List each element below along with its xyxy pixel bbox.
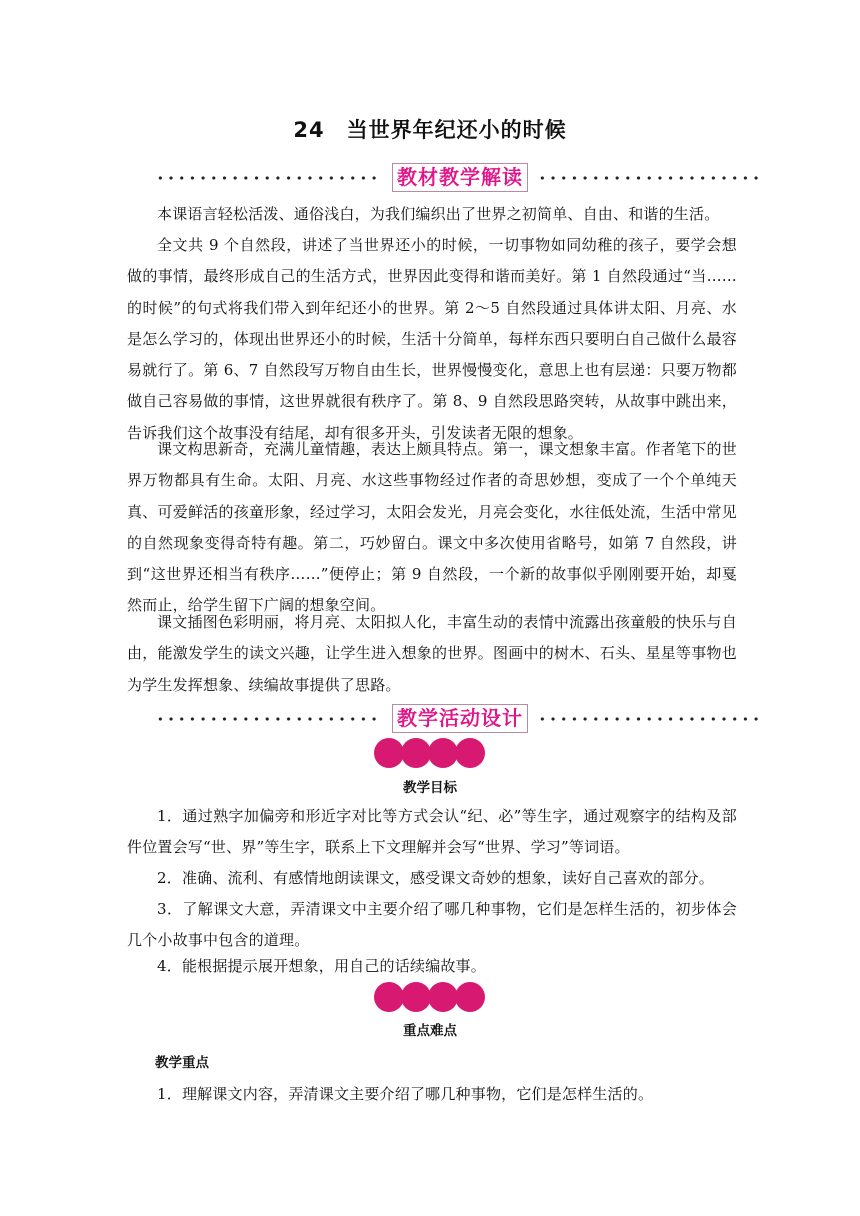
paragraph-illustration: 课文插图色彩明丽，将月亮、太阳拟人化，丰富生动的表情中流露出孩童般的快乐与自由，能激发学生的读文兴趣，让学生进入想象的世界。图画中的树木、石头、星星等事物也为学生发挥想象、续编故事提供了思路。 — [127, 613, 737, 694]
teaching-focus-heading: 教学重点 — [155, 1055, 209, 1071]
key-point-item-1: 1．理解课文内容，弄清课文主要介绍了哪几种事物，它们是怎样生活的。 — [157, 1085, 654, 1103]
circle-shape — [455, 982, 485, 1012]
section-label-interpretation: 教材教学解读 — [392, 163, 528, 192]
section-divider-interpretation — [155, 163, 765, 193]
circle-shape — [401, 738, 431, 768]
circle-shape — [401, 982, 431, 1012]
circle-shape — [428, 982, 458, 1012]
goal-item-2: 2．准确、流利、有感情地朗读课文，感受课文奇妙的想象，读好自己喜欢的部分。 — [157, 869, 714, 887]
dotted-rule-right — [537, 175, 765, 181]
goal-item-4: 4．能根据提示展开想象，用自己的话续编故事。 — [157, 957, 486, 975]
goal-item-1: 1．通过熟字加偏旁和形近字对比等方式会认“纪、必”等生字，通过观察字的结构及部件位置会写“世、界”等生字，联系上下文理解并会写“世界、学习”等词语。 — [127, 807, 737, 856]
decorative-circles — [374, 738, 486, 768]
dotted-rule-left — [155, 716, 383, 722]
circle-shape — [428, 738, 458, 768]
circle-shape — [455, 738, 485, 768]
dotted-rule-left — [155, 175, 383, 181]
circle-shape — [374, 738, 404, 768]
goal-item-3: 3．了解课文大意，弄清课文中主要介绍了哪几种事物，它们是怎样生活的，初步体会几个小故事中包含的道理。 — [127, 900, 737, 949]
key-points-heading: 重点难点 — [403, 1023, 457, 1039]
lesson-title: 24 当世界年纪还小的时候 — [293, 118, 567, 142]
goals-heading: 教学目标 — [403, 780, 457, 796]
goals-badge — [0, 738, 860, 768]
paragraph-structure: 全文共 9 个自然段，讲述了当世界还小的时候，一切事物如同幼稚的孩子，要学会想做的事情，最终形成自己的生活方式，世界因此变得和谐而美好。第 1 自然段通过“当……的时候”的句式将我们带入到年纪还小的世界。第 2～5 自然段通过具体讲太阳、月亮、水是怎么学习的，体现出世界还小的时候，生活十分简单，每样东西只要明白自己做什么最容易就行了。第 6、7 自然段写万物自由生长，世界慢慢变化，意思上也有层递：只要万物都做自己容易做的事情，这世界就很有秩序了。第 8、9 自然段思路突转，从故事中跳出来，告诉我们这个故事没有结尾，却有很多开头，引发读者无限的想象。 — [127, 236, 737, 442]
paragraph-intro: 本课语言轻松活泼、通俗浅白，为我们编织出了世界之初简单、自由、和谐的生活。 — [157, 205, 720, 223]
paragraph-features: 课文构思新奇，充满儿童情趣，表达上颇具特点。第一，课文想象丰富。作者笔下的世界万物都具有生命。太阳、月亮、水这些事物经过作者的奇思妙想，变成了一个个单纯天真、可爱鲜活的孩童形象，经过学习，太阳会发光，月亮会变化，水往低处流，生活中常见的自然现象变得奇特有趣。第二，巧妙留白。课文中多次使用省略号，如第 7 自然段，讲到“这世界还相当有秩序……”便停止；第 9 自然段，一个新的故事似乎刚刚要开始，却戛然而止，给学生留下广阔的想象空间。 — [127, 440, 737, 615]
key-points-badge — [0, 982, 860, 1012]
decorative-circles — [374, 982, 486, 1012]
section-label-activities: 教学活动设计 — [392, 704, 528, 733]
section-divider-activities — [155, 704, 765, 734]
dotted-rule-right — [537, 716, 765, 722]
circle-shape — [374, 982, 404, 1012]
